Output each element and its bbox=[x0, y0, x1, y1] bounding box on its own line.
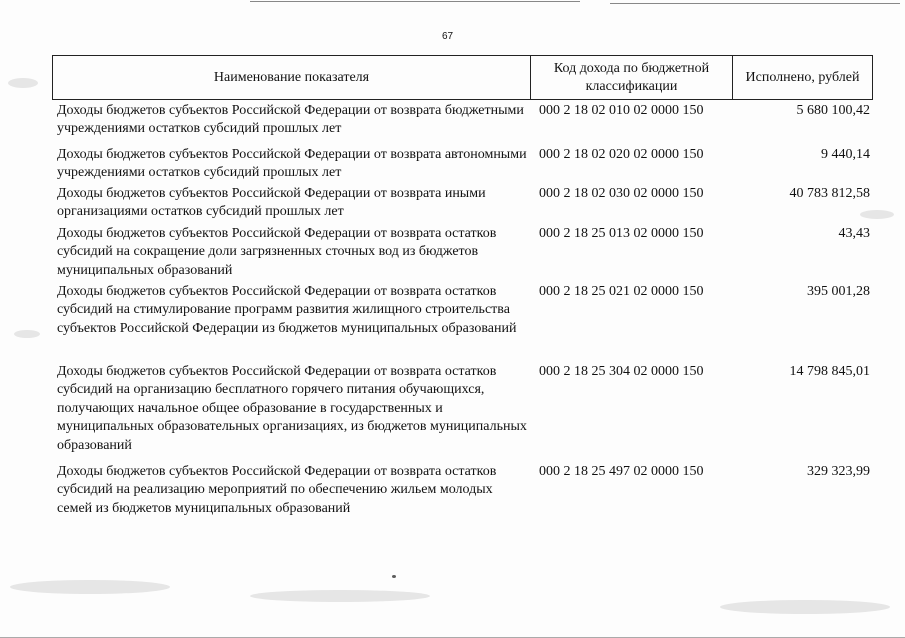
row-amount: 40 783 812,58 bbox=[789, 186, 870, 201]
scan-top-rule bbox=[250, 1, 580, 2]
table-row bbox=[52, 283, 873, 363]
table-header bbox=[52, 55, 873, 100]
row-name: Доходы бюджетов субъектов Российской Федерации от возврата автономными учреждениями остатков субсидий прошлых лет bbox=[57, 147, 527, 181]
row-code: 000 2 18 25 304 02 0000 150 bbox=[539, 364, 704, 379]
row-amount: 5 680 100,42 bbox=[796, 103, 870, 118]
scan-speckle bbox=[720, 600, 890, 614]
row-amount: 14 798 845,01 bbox=[789, 364, 870, 379]
header-code: Код дохода по бюджетной классификации bbox=[531, 56, 733, 99]
row-name: Доходы бюджетов субъектов Российской Федерации от возврата остатков субсидий на стимулирование программ развития жилищного строительства субъектов Российской Федерации из бюджетов муниципальных образований bbox=[57, 284, 517, 336]
table-row bbox=[52, 146, 873, 185]
row-name: Доходы бюджетов субъектов Российской Федерации от возврата бюджетными учреждениями остатков субсидий прошлых лет bbox=[57, 103, 524, 137]
scan-top-rule bbox=[610, 3, 900, 4]
scan-speckle bbox=[392, 575, 396, 578]
table-body bbox=[52, 102, 873, 523]
row-code: 000 2 18 02 030 02 0000 150 bbox=[539, 186, 704, 201]
row-amount: 43,43 bbox=[838, 226, 870, 241]
scan-speckle bbox=[860, 210, 894, 219]
row-code: 000 2 18 25 021 02 0000 150 bbox=[539, 284, 704, 299]
row-code: 000 2 18 25 497 02 0000 150 bbox=[539, 464, 704, 479]
row-name: Доходы бюджетов субъектов Российской Федерации от возврата остатков субсидий на организацию бесплатного горячего питания обучающихся, получающих начальное общее образование в государственных и муниципальных образовательных организациях, из бюджетов муниципальных образований bbox=[57, 364, 527, 453]
scan-speckle bbox=[10, 580, 170, 594]
row-amount: 329 323,99 bbox=[807, 464, 870, 479]
header-name: Наименование показателя bbox=[53, 56, 531, 99]
row-amount: 9 440,14 bbox=[821, 147, 870, 162]
table-row bbox=[52, 363, 873, 463]
page-number: 67 bbox=[441, 31, 454, 42]
row-name: Доходы бюджетов субъектов Российской Федерации от возврата остатков субсидий на реализацию мероприятий по обеспечению жильем молодых семей из бюджетов муниципальных образований bbox=[57, 464, 497, 516]
row-name: Доходы бюджетов субъектов Российской Федерации от возврата остатков субсидий на сокращение доли загрязненных сточных вод из бюджетов муниципальных образований bbox=[57, 226, 497, 278]
row-code: 000 2 18 25 013 02 0000 150 bbox=[539, 226, 704, 241]
row-name: Доходы бюджетов субъектов Российской Федерации от возврата иными организациями остатков субсидий прошлых лет bbox=[57, 186, 486, 220]
table-row bbox=[52, 185, 873, 225]
scan-speckle bbox=[250, 590, 430, 602]
table-row bbox=[52, 225, 873, 283]
row-amount: 395 001,28 bbox=[807, 284, 870, 299]
table-row bbox=[52, 102, 873, 146]
header-amount: Исполнено, рублей bbox=[745, 69, 860, 85]
row-code: 000 2 18 02 020 02 0000 150 bbox=[539, 147, 704, 162]
scan-speckle bbox=[8, 78, 38, 88]
row-code: 000 2 18 02 010 02 0000 150 bbox=[539, 103, 704, 118]
scan-speckle bbox=[14, 330, 40, 338]
table-row bbox=[52, 463, 873, 523]
